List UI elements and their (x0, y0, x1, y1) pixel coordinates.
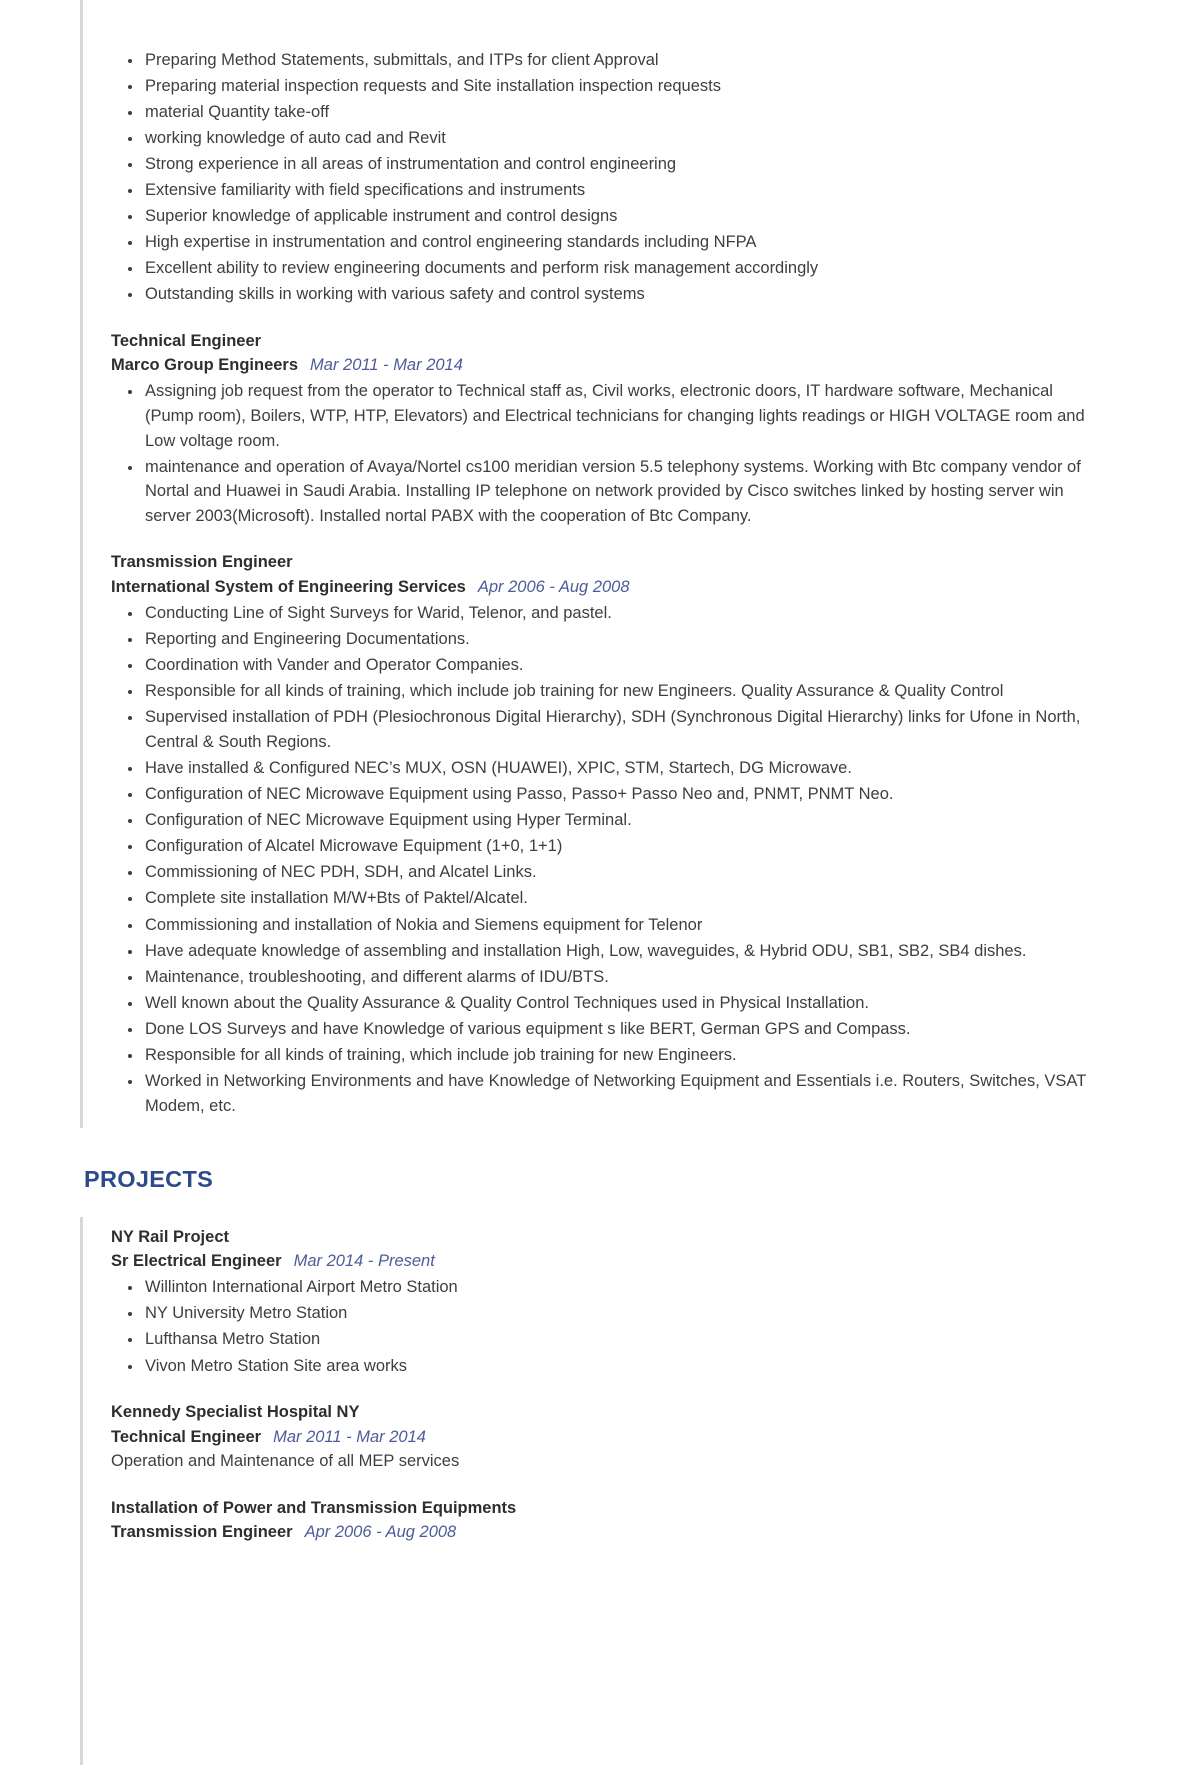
bullet-item: • Superior knowledge of applicable instrument and control designs (143, 204, 1092, 229)
bullet-item: • Maintenance, troubleshooting, and different alarms of IDU/BTS. (143, 965, 1092, 990)
project-title: NY Rail Project (111, 1227, 229, 1246)
project-subline (111, 1425, 1092, 1450)
project-role: Transmission Engineer (111, 1523, 293, 1542)
bullet-item: • Responsible for all kinds of training, which include job training for new Engineers. (143, 1043, 1092, 1068)
project-dates: Mar 2014 - Present (293, 1252, 435, 1271)
bullet-item: • High expertise in instrumentation and control engineering standards including NFPA (143, 230, 1092, 255)
job-dates: Mar 2011 - Mar 2014 (310, 356, 463, 375)
experience-intro-bullets (111, 48, 1092, 307)
job-title: Transmission Engineer (111, 553, 293, 572)
bullet-item: • Supervised installation of PDH (Plesiochronous Digital Hierarchy), SDH (Synchronous Digital Hierarchy) links for Ufone in North, Central & South Regions. (143, 705, 1092, 754)
bullet-item: • Assigning job request from the operator to Technical staff as, Civil works, electronic doors, IT hardware software, Mechanical (Pump room), Boilers, WTP, HTP, Elevators) and Electrical technicians for changing lights readings or HIGH VOLTAGE room and Low voltage room. (143, 379, 1092, 453)
bullet-item: • Outstanding skills in working with various safety and control systems (143, 282, 1092, 307)
bullet-item: • Conducting Line of Sight Surveys for Warid, Telenor, and pastel. (143, 601, 1092, 626)
project-title: Kennedy Specialist Hospital NY (111, 1403, 360, 1422)
project-entry-kennedy-hospital (111, 1400, 1092, 1474)
bullet-item: • Reporting and Engineering Documentations. (143, 627, 1092, 652)
bullet-item: • Have installed & Configured NEC’s MUX, OSN (HUAWEI), XPIC, STM, Startech, DG Microwave. (143, 756, 1092, 781)
bullet-item: • working knowledge of auto cad and Revit (143, 126, 1092, 151)
project-entry-power-transmission (111, 1496, 1092, 1545)
bullet-item: • NY University Metro Station (143, 1301, 1092, 1326)
bullet-item: • material Quantity take-off (143, 100, 1092, 125)
projects-section (80, 1217, 1092, 1765)
project-title: Installation of Power and Transmission Equipments (111, 1498, 517, 1517)
bullet-item: • Vivon Metro Station Site area works (143, 1354, 1092, 1379)
project-role: Technical Engineer (111, 1427, 262, 1446)
job-bullets (111, 601, 1092, 1118)
project-role: Sr Electrical Engineer (111, 1252, 282, 1271)
bullet-item: • Configuration of NEC Microwave Equipment using Passo, Passo+ Passo Neo and, PNMT, PNMT Neo. (143, 782, 1092, 807)
bullet-item: • Complete site installation M/W+Bts of Paktel/Alcatel. (143, 886, 1092, 911)
bullet-item: • Responsible for all kinds of training, which include job training for new Engineers. Quality Assurance & Quality Control (143, 679, 1092, 704)
experience-section (80, 0, 1092, 1128)
project-bullets (111, 1275, 1092, 1378)
projects-heading: PROJECTS (84, 1165, 214, 1192)
bullet-item: • maintenance and operation of Avaya/Nortel cs100 meridian version 5.5 telephony systems. Working with Btc company vendor of Nortal and Huawei in Saudi Arabia. Installing IP telephone on network provided by Cisco switches linked by hosting server win server 2003(Microsoft). Installed nortal PABX with the cooperation of Btc Company. (143, 455, 1092, 529)
bullet-item: • Preparing Method Statements, submittals, and ITPs for client Approval (143, 48, 1092, 73)
project-dates: Mar 2011 - Mar 2014 (273, 1427, 426, 1446)
job-subline (111, 575, 1092, 600)
job-dates: Apr 2006 - Aug 2008 (477, 577, 630, 596)
job-subline (111, 353, 1092, 378)
bullet-item: • Strong experience in all areas of instrumentation and control engineering (143, 152, 1092, 177)
bullet-item: • Preparing material inspection requests and Site installation inspection requests (143, 74, 1092, 99)
project-entry-ny-rail (111, 1225, 1092, 1378)
bullet-item: • Well known about the Quality Assurance & Quality Control Techniques used in Physical Installation. (143, 991, 1092, 1016)
job-company: International System of Engineering Services (111, 577, 466, 596)
job-entry-transmission-engineer (111, 550, 1092, 1118)
bullet-item: • Done LOS Surveys and have Knowledge of various equipment s like BERT, German GPS and Compass. (143, 1017, 1092, 1042)
bullet-item: • Excellent ability to review engineering documents and perform risk management accordingly (143, 256, 1092, 281)
bullet-item: • Extensive familiarity with field specifications and instruments (143, 178, 1092, 203)
job-title: Technical Engineer (111, 331, 262, 350)
bullet-item: • Coordination with Vander and Operator Companies. (143, 653, 1092, 678)
project-subline (111, 1249, 1092, 1274)
bullet-item: • Commissioning of NEC PDH, SDH, and Alcatel Links. (143, 860, 1092, 885)
bullet-item: • Configuration of Alcatel Microwave Equipment (1+0, 1+1) (143, 834, 1092, 859)
bullet-item: • Willinton International Airport Metro Station (143, 1275, 1092, 1300)
bullet-item: • Have adequate knowledge of assembling and installation High, Low, waveguides, & Hybrid ODU, SB1, SB2, SB4 dishes. (143, 939, 1092, 964)
project-dates: Apr 2006 - Aug 2008 (304, 1523, 457, 1542)
project-note: Operation and Maintenance of all MEP services (111, 1452, 460, 1471)
job-company: Marco Group Engineers (111, 356, 299, 375)
bullet-item: • Commissioning and installation of Nokia and Siemens equipment for Telenor (143, 913, 1092, 938)
bullet-item: • Lufthansa Metro Station (143, 1327, 1092, 1352)
project-subline (111, 1520, 1092, 1545)
job-entry-technical-engineer (111, 329, 1092, 529)
bullet-item: • Configuration of NEC Microwave Equipment using Hyper Terminal. (143, 808, 1092, 833)
job-bullets (111, 379, 1092, 528)
bullet-item: • Worked in Networking Environments and have Knowledge of Networking Equipment and Essentials i.e. Routers, Switches, VSAT Modem, etc. (143, 1069, 1092, 1118)
